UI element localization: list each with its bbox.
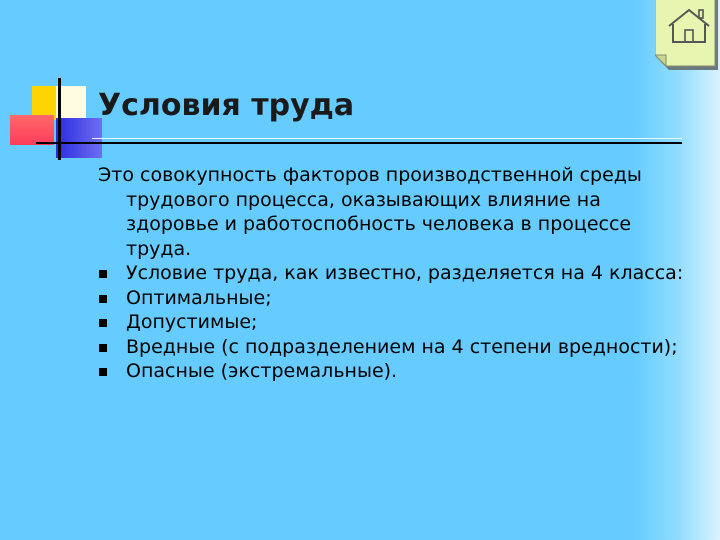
list-item — [98, 359, 698, 384]
bullet-square-icon — [99, 368, 107, 376]
list-item-text: Допустимые; — [126, 311, 258, 333]
slide-title: Условия труда — [98, 88, 355, 123]
list-item — [98, 261, 698, 286]
list-item — [98, 286, 698, 311]
list-item-text: Условие труда, как известно, разделяется на 4 класса: — [126, 262, 684, 284]
title-underline — [36, 142, 682, 144]
bullet-square-icon — [99, 344, 107, 352]
bullet-square-icon — [99, 270, 107, 278]
bullet-square-icon — [99, 295, 107, 303]
list-item-text: Опасные (экстремальные). — [126, 360, 398, 382]
home-icon — [655, 0, 720, 76]
vertical-rule — [58, 78, 61, 160]
list-item-text: Оптимальные; — [126, 286, 272, 309]
slide-body — [98, 163, 698, 384]
list-item — [98, 310, 698, 335]
title-underline-highlight — [92, 138, 682, 139]
list-item-text: Вредные (с подразделением на 4 степени вредности); — [126, 335, 678, 358]
list-item — [98, 335, 698, 360]
red-square — [10, 115, 54, 145]
intro-paragraph: Это совокупность факторов производственной среды трудового процесса, оказывающих влияние на здоровье и работоспобность человека в процессе труда. — [98, 164, 642, 260]
bullet-square-icon — [99, 319, 107, 327]
home-button[interactable] — [655, 0, 720, 76]
